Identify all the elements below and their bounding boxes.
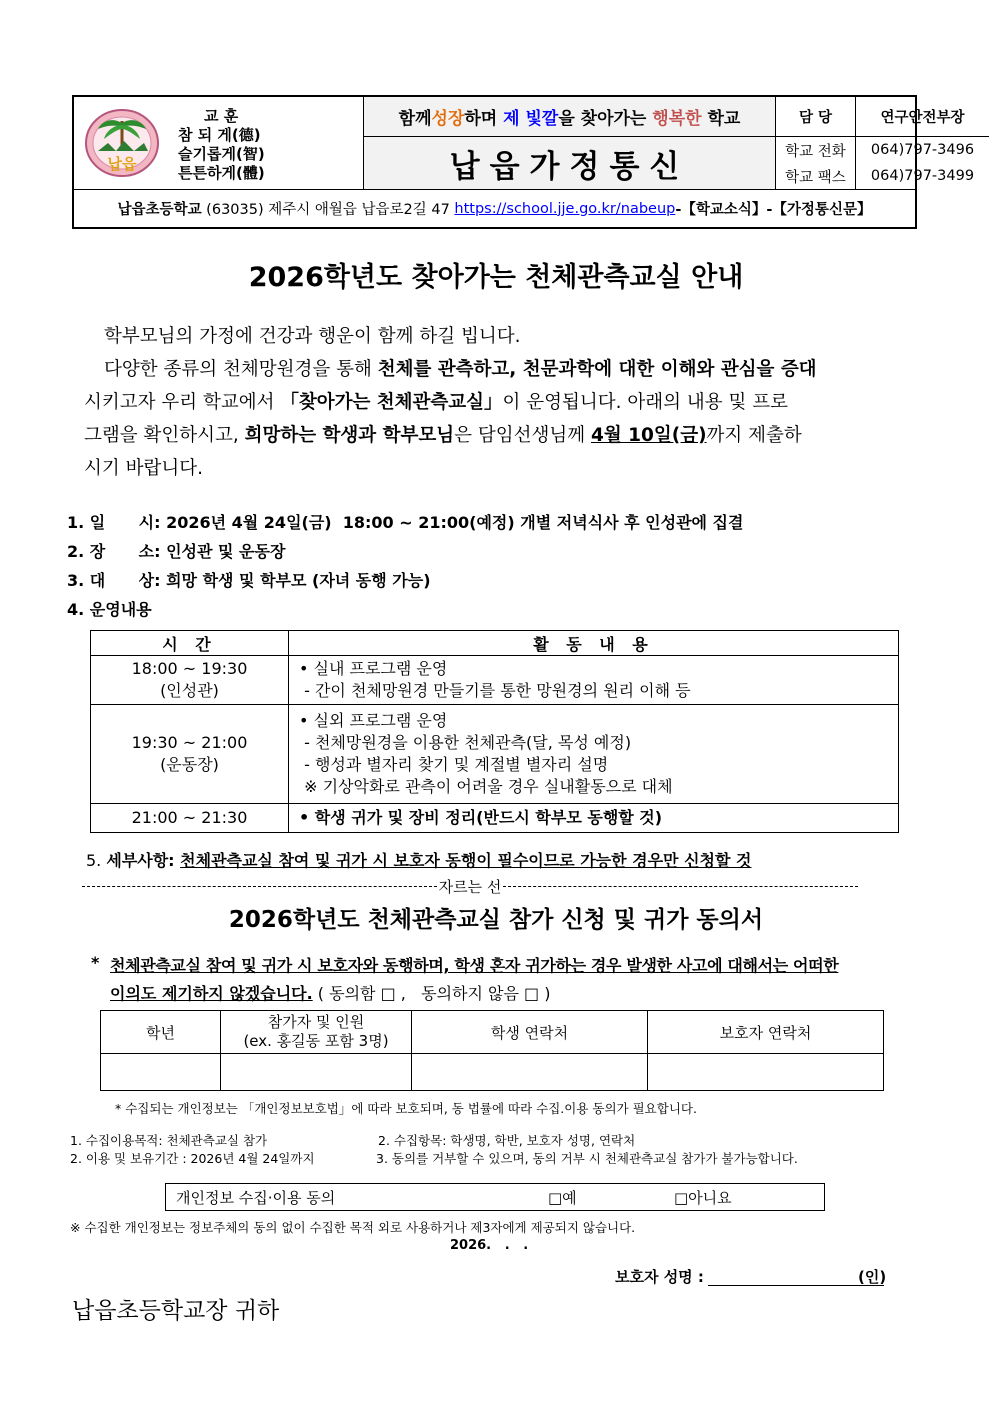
time-range: 21:00 ~ 21:30	[131, 808, 248, 827]
application-header-row	[101, 1011, 884, 1054]
activity-line: • 실외 프로그램 운영	[299, 711, 448, 730]
detail-note	[86, 848, 751, 871]
third-party-note: ※ 수집한 개인정보는 정보주체의 동의 없이 수집한 목적 외로 사용하거나 제3자에게 제공되지 않습니다.	[70, 1220, 636, 1235]
detail-text: 천체관측교실 참여 및 귀가 시 보호자 동행이 필수이므로 가능한 경우만 신청할 것	[180, 851, 752, 870]
item-label: 2. 장 소:	[67, 542, 161, 561]
slogan-part: 함께	[398, 109, 432, 129]
motto-line: 참 되 게(德)	[178, 126, 261, 144]
phone-value: 064)797-3496	[870, 142, 975, 158]
school-address: (63035) 제주시 애월읍 납읍로2길 47	[201, 202, 455, 218]
motto-line: 튼튼하게(體)	[178, 164, 265, 182]
privacy-notice: * 수집되는 개인정보는 「개인정보보호법」에 따라 보호되며, 동 법률에 따라 수집.이용 동의가 필요합니다.	[115, 1101, 697, 1116]
body-text-bold: 희망하는 학생과 학부모님	[244, 425, 455, 446]
item-text: 인성관 및 운동장	[160, 542, 286, 561]
school-logo	[84, 107, 160, 179]
privacy-item: 2. 이용 및 보유기간 : 2026년 4월 24일까지	[70, 1151, 315, 1166]
schedule-time	[91, 656, 289, 705]
detail-label: 세부사항:	[106, 851, 181, 870]
consent-yes-checkbox[interactable]: □예	[548, 1189, 577, 1207]
motto-title: 교 훈	[204, 107, 239, 125]
agreement-star: *	[91, 953, 100, 972]
body-text: 이 운영됩니다. 아래의 내용 및 프로	[502, 392, 788, 413]
schedule-time	[91, 705, 289, 804]
motto-cell	[74, 97, 364, 189]
schedule-row	[91, 804, 899, 833]
time-place: (인성관)	[160, 681, 219, 700]
header-activity: 활 동 내 용	[289, 631, 899, 656]
motto-line: 슬기롭게(智)	[178, 145, 265, 163]
seal-mark: (인)	[858, 1268, 887, 1286]
cut-line-dash	[503, 886, 858, 887]
participants-input[interactable]	[221, 1054, 412, 1091]
header-grade: 학년	[101, 1011, 221, 1054]
recipient: 납읍초등학교장 귀하	[72, 1298, 280, 1324]
cut-line-label: 자르는 선	[438, 877, 502, 896]
activity-line: - 간이 천체망원경 만들기를 통한 망원경의 원리 이해 등	[299, 681, 691, 700]
body-text-bold: 천체를 관측하고, 천문과학에 대한 이해와 관심을 증대	[377, 359, 817, 380]
activity-line: • 학생 귀가 및 장비 정리(반드시 학부모 동행할 것)	[299, 808, 663, 827]
fax-label: 학교 팩스	[776, 163, 856, 189]
schedule-header-row	[91, 631, 899, 656]
slogan-part: 하며	[464, 109, 504, 129]
form-date: 2026. . .	[450, 1238, 529, 1253]
in-charge-value: 연구안전부장	[856, 97, 989, 137]
header-participants	[221, 1011, 412, 1054]
contact-info-grid	[776, 97, 975, 189]
slogan-part: 행복한	[652, 109, 702, 129]
student-contact-input[interactable]	[412, 1054, 648, 1091]
info-item-target	[67, 568, 431, 591]
school-slogan	[364, 97, 776, 137]
phone-label: 학교 전화	[776, 137, 856, 163]
item-label: 1. 일 시:	[67, 513, 161, 532]
schedule-time	[91, 804, 289, 833]
agreement-text: 이의도 제기하지 않겠습니다.	[110, 984, 313, 1003]
cut-line-dash	[82, 886, 437, 887]
newsletter-title: 납읍가정통신	[364, 137, 776, 189]
fax-value: 064)797-3499	[870, 168, 975, 184]
schedule-activity	[289, 656, 899, 705]
greeting: 학부모님의 가정에 건강과 행운이 함께 하길 빕니다.	[104, 326, 521, 347]
slogan-part: 제 빛깔	[503, 109, 559, 129]
time-place: (운동장)	[160, 755, 219, 774]
body-text: 은 담임선생님께	[454, 425, 591, 446]
header-guardian-contact: 보호자 연락처	[648, 1011, 884, 1054]
detail-number: 5.	[86, 851, 107, 870]
consent-no-checkbox[interactable]: □아니요	[674, 1189, 732, 1207]
agreement-checkboxes[interactable]: ( 동의함 □ , 동의하지 않음 □ )	[312, 984, 551, 1003]
application-input-row	[101, 1054, 884, 1091]
activity-line: - 천체망원경을 이용한 천체관측(달, 목성 예정)	[299, 733, 632, 752]
privacy-consent-box	[165, 1183, 825, 1211]
agreement-line	[110, 981, 550, 1004]
item-label: 3. 대 상:	[67, 571, 161, 590]
body-text: 다양한 종류의 천체망원경을 통해	[104, 359, 378, 380]
activity-line: ※ 기상악화로 관측이 어려울 경우 실내활동으로 대체	[299, 777, 673, 796]
in-charge-label: 담 당	[776, 97, 856, 137]
newsletter-header	[72, 95, 975, 229]
consent-label: 개인정보 수집·이용 동의	[176, 1189, 336, 1207]
participants-example: (ex. 홍길동 포함 3명)	[243, 1032, 389, 1050]
privacy-item: 3. 동의를 거부할 수 있으며, 동의 거부 시 천체관측교실 참가가 불가능합니다.	[376, 1151, 798, 1166]
body-text: 까지 제출하	[706, 425, 802, 446]
guardian-contact-input[interactable]	[648, 1054, 884, 1091]
info-item-program: 4. 운영내용	[67, 600, 152, 619]
schedule-activity	[289, 705, 899, 804]
activity-line: • 실내 프로그램 운영	[299, 659, 448, 678]
slogan-part: 을 찾아가는	[558, 109, 653, 129]
item-text: 2026년 4월 24일(금) 18:00 ~ 21:00(예정) 개별 저녁식사 후 인성관에 집결	[160, 513, 744, 532]
time-range: 18:00 ~ 19:30	[131, 659, 248, 678]
info-item-place	[67, 539, 285, 562]
slogan-part: 학교	[701, 109, 741, 129]
time-range: 19:30 ~ 21:00	[131, 733, 248, 752]
participants-label: 참가자 및 인원	[267, 1013, 365, 1031]
application-table	[100, 1010, 884, 1091]
school-url-link[interactable]: https://school.jje.go.kr/nabeup	[454, 200, 676, 217]
header-student-contact: 학생 연락처	[412, 1011, 648, 1054]
info-item-time	[67, 510, 743, 533]
cut-line	[82, 875, 858, 897]
item-text: 희망 학생 및 학부모 (자녀 동행 가능)	[160, 571, 431, 590]
body-text: 그램을 확인하시고,	[84, 425, 245, 446]
school-name: 납읍초등학교	[117, 202, 202, 218]
header-time: 시 간	[91, 631, 289, 656]
deadline-date: 4월 10일(금)	[590, 425, 707, 446]
body-text: 시키고자 우리 학교에서	[84, 392, 281, 413]
agreement-line: 천체관측교실 참여 및 귀가 시 보호자와 동행하며, 학생 혼자 귀가하는 경우 발생한 사고에 대해서는 어떠한	[110, 956, 839, 975]
svg-text:납읍: 납읍	[107, 155, 137, 173]
slogan-part: 성장	[431, 109, 465, 129]
schedule-row	[91, 656, 899, 705]
menu-path: -【학교소식】-【가정통신문】	[675, 202, 872, 218]
schedule-table	[90, 630, 899, 833]
privacy-item: 1. 수집이용목적: 천체관측교실 참가	[70, 1133, 268, 1148]
program-name: 「찾아가는 천체관측교실」	[280, 392, 503, 413]
body-line: 시기 바랍니다.	[84, 458, 203, 479]
notice-title: 2026학년도 찾아가는 천체관측교실 안내	[248, 262, 744, 293]
schedule-row	[91, 705, 899, 804]
grade-input[interactable]	[101, 1054, 221, 1091]
guardian-label: 보호자 성명 :	[615, 1268, 704, 1286]
schedule-activity	[289, 804, 899, 833]
address-row	[74, 189, 915, 227]
body-line	[104, 355, 817, 381]
body-line	[84, 388, 788, 414]
body-line	[84, 421, 802, 447]
activity-line: - 행성과 별자리 찾기 및 계절별 별자리 설명	[299, 755, 609, 774]
privacy-item: 2. 수집항목: 학생명, 학반, 보호자 성명, 연락처	[378, 1133, 636, 1148]
form-title: 2026학년도 천체관측교실 참가 신청 및 귀가 동의서	[228, 907, 764, 933]
